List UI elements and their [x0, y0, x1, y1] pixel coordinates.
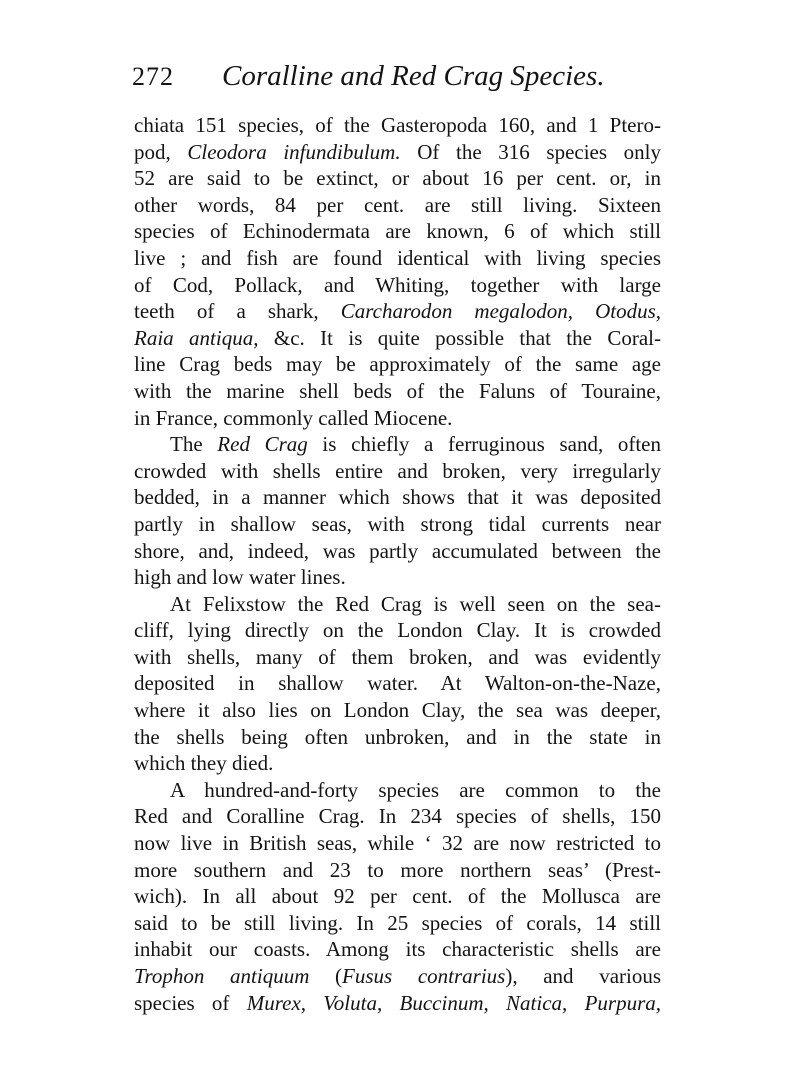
text-run: of Cod, Pollack, and Whiting, together with large: [134, 272, 661, 297]
text-line: [134, 910, 661, 937]
text-line: [134, 750, 661, 777]
text-line: [134, 378, 661, 405]
text-run: teeth of a shark,: [134, 299, 341, 324]
text-line: [134, 724, 661, 751]
text-run: ), and various: [505, 964, 661, 988]
text-run: inhabit our coasts. Among its characteristic shells are: [134, 937, 661, 962]
text-run: 52 are said to be extinct, or about 16 per cent. or, in: [134, 166, 661, 191]
text-line: [134, 936, 661, 963]
text-line: [134, 883, 661, 910]
text-run: &c. It is quite possible that the Coral-: [258, 325, 661, 350]
text-run: now live in British seas, while ‘ 32 are now restricted to: [134, 831, 661, 856]
text-line: [134, 192, 661, 219]
text-run: wich). In all about 92 per cent. of the Mollusca are: [134, 884, 661, 909]
text-line: [134, 830, 661, 857]
text-run: in France, commonly called Miocene.: [134, 405, 453, 430]
text-line: [134, 218, 661, 245]
italic-text: Raia antiqua,: [134, 325, 259, 350]
body-text: [134, 112, 661, 1016]
text-run: where it also lies on London Clay, the sea was deeper,: [134, 698, 661, 723]
text-line: [134, 298, 661, 325]
text-run: with the marine shell beds of the Faluns of Touraine,: [134, 378, 661, 403]
text-line: [134, 484, 661, 511]
text-run: partly in shallow seas, with strong tidal currents near: [134, 511, 661, 536]
text-run: live ; and fish are found identical with living species: [134, 245, 661, 270]
italic-text: Cleodora infundibulum.: [187, 139, 401, 164]
text-line: [134, 351, 661, 378]
text-line: [134, 165, 661, 192]
italic-text: Red Crag: [217, 432, 308, 457]
text-run: shore, and, indeed, was partly accumulated between the: [134, 538, 661, 563]
text-run: high and low water lines.: [134, 565, 346, 590]
text-line: [134, 245, 661, 272]
text-run: the shells being often unbroken, and in the state in: [134, 724, 661, 749]
text-line: [134, 644, 661, 671]
text-run: deposited in shallow water. At Walton-on-the-Naze,: [134, 671, 661, 696]
text-run: line Crag beds may be approximately of the same age: [134, 352, 661, 377]
text-run: pod,: [134, 139, 188, 164]
text-line: [134, 272, 661, 299]
italic-text: Carcharodon megalodon, Otodus,: [340, 299, 661, 324]
text-run: Of the 316 species only: [400, 139, 661, 164]
text-line: [134, 112, 661, 139]
text-line: [134, 139, 661, 166]
text-line: [134, 538, 661, 565]
text-run: (: [309, 964, 343, 988]
text-line: [134, 963, 661, 990]
text-run: bedded, in a manner which shows that it was deposited: [134, 485, 661, 510]
text-run: cliff, lying directly on the London Clay. It is crowded: [134, 618, 661, 643]
text-line: [134, 564, 661, 591]
page-header: [132, 60, 672, 100]
text-line: [134, 591, 661, 618]
text-line: [134, 325, 661, 352]
text-run: Red and Coralline Crag. In 234 species of shells, 150: [134, 804, 661, 829]
text-line: [134, 458, 661, 485]
text-line: [134, 431, 661, 458]
text-line: [134, 617, 661, 644]
text-line: [134, 990, 661, 1017]
text-run: more southern and 23 to more northern seas’ (Prest-: [134, 857, 661, 882]
running-title: Coralline and Red Crag Species.: [222, 60, 605, 92]
text-line: [134, 670, 661, 697]
text-line: [134, 697, 661, 724]
text-run: species of: [134, 990, 247, 1015]
text-run: A hundred-and-forty species are common to the: [170, 777, 661, 802]
text-run: The: [170, 432, 218, 457]
text-run: species of Echinodermata are known, 6 of which still: [134, 219, 661, 244]
text-run: other words, 84 per cent. are still living. Sixteen: [134, 192, 661, 217]
text-run: At Felixstow the Red Crag is well seen on the sea-: [170, 591, 661, 616]
text-line: [134, 511, 661, 538]
text-line: [134, 803, 661, 830]
text-line: [134, 777, 661, 804]
text-line: [134, 857, 661, 884]
text-run: crowded with shells entire and broken, very irregularly: [134, 458, 661, 483]
text-run: is chiefly a ferruginous sand, often: [307, 432, 661, 457]
text-line: [134, 405, 661, 432]
text-run: which they died.: [134, 751, 274, 776]
page-number: 272: [132, 62, 174, 91]
text-run: chiata 151 species, of the Gasteropoda 160, and 1 Ptero-: [134, 113, 661, 137]
text-run: said to be still living. In 25 species of corals, 14 still: [134, 910, 661, 935]
text-run: with shells, many of them broken, and was evidently: [134, 644, 661, 669]
italic-text: Murex, Voluta, Buccinum, Natica, Purpura,: [246, 990, 661, 1015]
italic-text: Trophon antiquum: [134, 964, 310, 988]
italic-text: Fusus contrarius: [342, 964, 506, 988]
